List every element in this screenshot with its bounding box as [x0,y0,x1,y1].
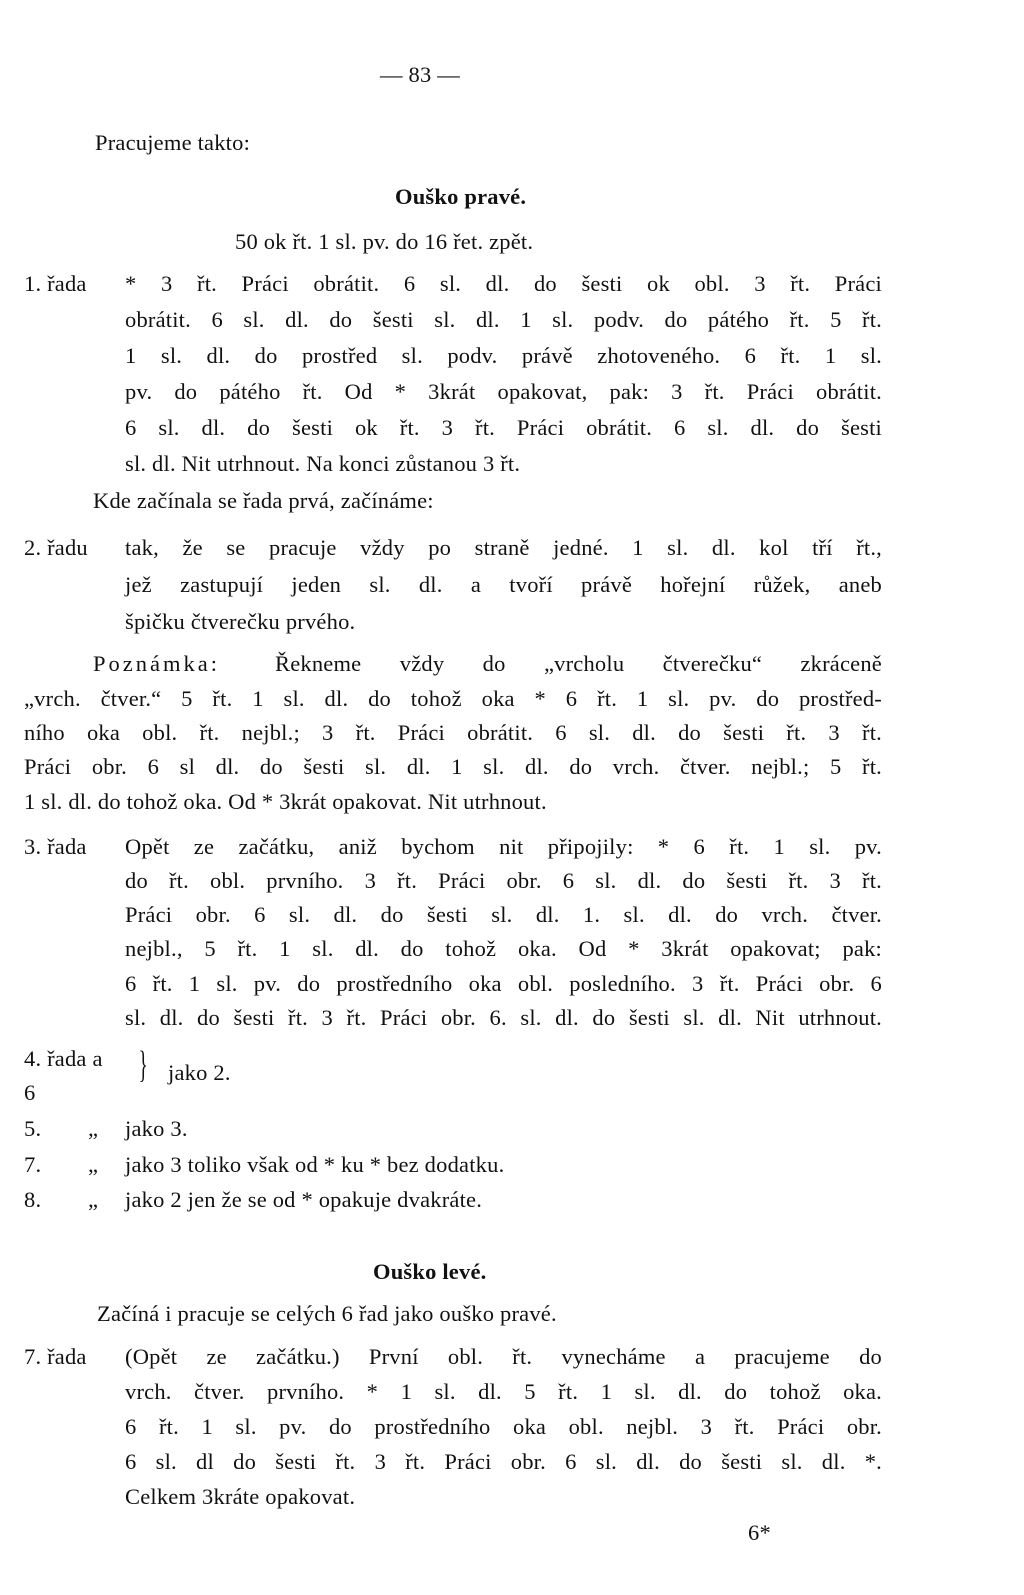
note-line: Řekneme vždy do „vrcholu čtverečku“ zkráceně [275,651,882,676]
row8-mark: „ [88,1187,99,1212]
note-line: Práci obr. 6 sl dl. do šesti sl. dl. 1 sl. dl. do vrch. čtver. nejbl.; 5 řt. [24,754,882,779]
row2-label: 2. řadu [24,535,88,560]
row3-line: sl. dl. do šesti řt. 3 řt. Práci obr. 6. sl. dl. do šesti sl. dl. Nit utrhnout. [125,1005,882,1030]
row6-label: 6 [24,1080,36,1105]
row1-line: * 3 řt. Práci obrátit. 6 sl. dl. do šesti ok obl. 3 řt. Práci [125,271,882,296]
row3-line: 6 řt. 1 sl. pv. do prostředního oka obl. posledního. 3 řt. Práci obr. 6 [125,971,882,996]
row3-line: nejbl., 5 řt. 1 sl. dl. do tohož oka. Od * 3krát opakovat; pak: [125,936,882,961]
left-intro: Začíná i pracuje se celých 6 řad jako ouško pravé. [97,1301,557,1326]
row2-line: špičku čtverečku prvého. [125,609,356,634]
row7-label: 7. řada [24,1344,87,1369]
row1-line: 6 sl. dl. do šesti ok řt. 3 řt. Práci obrátit. 6 sl. dl. do šesti [125,415,882,440]
row7-line: 6 sl. dl do šesti řt. 3 řt. Práci obr. 6 sl. dl. do šesti sl. dl. *. [125,1449,882,1474]
row7a-text: jako 3 toliko však od * ku * bez dodatku. [125,1152,505,1177]
row2-line: tak, že se pracuje vždy po straně jedné. 1 sl. dl. kol tří řt., [125,535,882,560]
signature-mark: 6* [748,1520,771,1545]
row3-label: 3. řada [24,834,87,859]
page-number: — 83 — [380,62,460,87]
row3-line: Práci obr. 6 sl. dl. do šesti sl. dl. 1. sl. dl. do vrch. čtver. [125,902,882,927]
note-line: ního oka obl. řt. nejbl.; 3 řt. Práci obrátit. 6 sl. dl. do šesti řt. 3 řt. [24,720,882,745]
intro-text: Pracujeme takto: [95,130,251,155]
row2-line: jež zastupují jeden sl. dl. a tvoří právě hořejní růžek, aneb [125,572,882,597]
row3-line: Opět ze začátku, aniž bychom nit připojily: * 6 řt. 1 sl. pv. [125,834,882,859]
row4-label: 4. řada a [24,1046,103,1071]
row7-line: (Opět ze začátku.) První obl. řt. vynecháme a pracujeme do [125,1344,882,1369]
row1-line: pv. do pátého řt. Od * 3krát opakovat, pak: 3 řt. Práci obrátit. [125,379,882,404]
note-line: „vrch. čtver.“ 5 řt. 1 sl. dl. do tohož oka * 6 řt. 1 sl. pv. do prostřed- [24,686,882,711]
row3-line: do řt. obl. prvního. 3 řt. Práci obr. 6 sl. dl. do šesti řt. 3 řt. [125,868,882,893]
start-line: 50 ok řt. 1 sl. pv. do 16 řet. zpět. [235,229,534,254]
row46-text: jako 2. [168,1060,231,1085]
row7-line: 6 řt. 1 sl. pv. do prostředního oka obl. nejbl. 3 řt. Práci obr. [125,1414,882,1439]
row5-mark: „ [88,1116,99,1141]
row5-text: jako 3. [125,1116,188,1141]
row7-line: Celkem 3kráte opakovat. [125,1484,356,1509]
begin-note: Kde začínala se řada prvá, začínáme: [93,488,434,513]
row8-num: 8. [24,1187,42,1212]
row5-num: 5. [24,1116,42,1141]
row1-label: 1. řada [24,271,87,296]
section-title-left: Ouško levé. [373,1259,487,1284]
section-title-right: Ouško pravé. [395,184,527,209]
row1-line: obrátit. 6 sl. dl. do šesti sl. dl. 1 sl. podv. do pátého řt. 5 řt. [125,307,882,332]
row7a-num: 7. [24,1152,42,1177]
row7-line: vrch. čtver. prvního. * 1 sl. dl. 5 řt. 1 sl. dl. do tohož oka. [125,1379,882,1404]
note-label: Poznámka: [93,651,220,676]
row8-text: jako 2 jen že se od * opakuje dvakráte. [125,1187,483,1212]
brace-glyph: } [138,1044,148,1086]
row1-line: sl. dl. Nit utrhnout. Na konci zůstanou 3 řt. [125,451,521,476]
note-line: 1 sl. dl. do tohož oka. Od * 3krát opakovat. Nit utrhnout. [24,789,547,814]
row1-line: 1 sl. dl. do prostřed sl. podv. právě zhotoveného. 6 řt. 1 sl. [125,343,882,368]
row7a-mark: „ [88,1152,99,1177]
